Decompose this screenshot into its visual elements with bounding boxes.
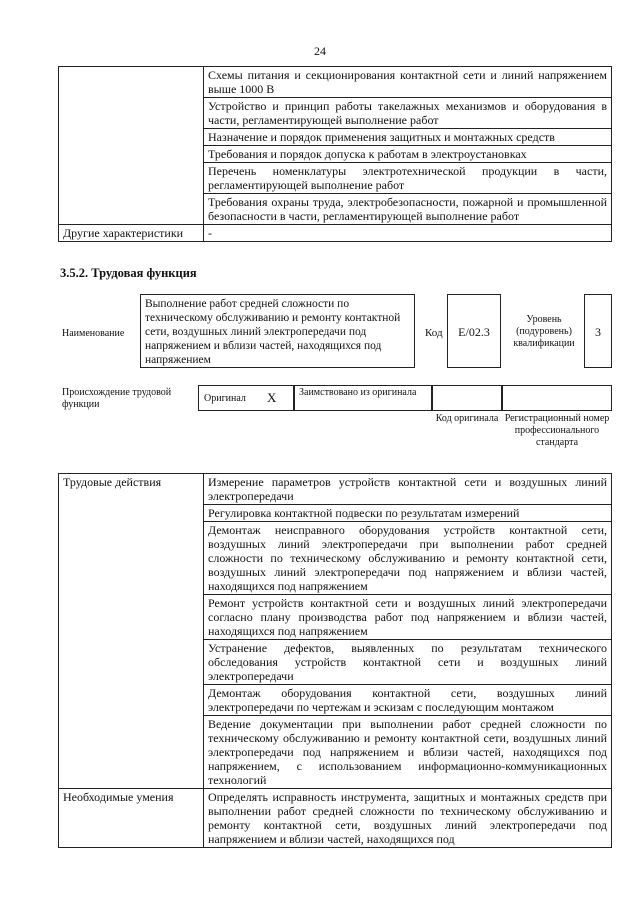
labor-action-item: Демонтаж оборудования контактной сети, воздушных линий электропередачи по чертежам и эскизам с последующим монтажом [204,685,612,716]
qualification-level-box: 3 [584,294,612,368]
knowledge-item: Устройство и принцип работы такелажных механизмов и оборудования в части, регламентирующей выполнение работ [204,98,612,129]
origin-label: Происхождение трудовой функции [62,387,172,410]
labor-action-item: Устранение дефектов, выявленных по результатам технического обследования устройств контактной сети и воздушных линий электропередачи [204,640,612,685]
borrowed-box: Заимствовано из оригинала [294,385,432,411]
code-original-label: Код оригинала [435,413,499,424]
page-number: 24 [314,44,326,58]
knowledge-item: Схемы питания и секционирования контактной сети и линий напряжением выше 1000 В [204,67,612,98]
code-value-box: E/02.3 [447,294,501,368]
other-characteristics-label: Другие характеристики [59,225,204,242]
knowledge-item: Перечень номенклатуры электротехнической продукции в части, регламентирующей выполнение работ [204,163,612,194]
labor-action-item: Ремонт устройств контактной сети и воздушных линий электропередачи согласно плану производства работ под напряжением и вблизи частей, находящихся под напряжением [204,595,612,640]
labor-action-item: Измерение параметров устройств контактной сети и воздушных линий электропередачи [204,474,612,505]
original-label: Оригинал [204,393,246,404]
original-box [198,385,294,411]
required-skill-item: Определять исправность инструмента, защитных и монтажных средств при выполнении работ средней сложности по техническому обслуживанию и ремонту контактной сети, воздушных линий электропередачи под напряжением и вблизи частей, находящихся под [204,789,612,848]
knowledge-table [58,66,612,242]
section-title: 3.5.2. Трудовая функция [60,266,197,280]
code-label: Код [425,327,443,339]
labor-action-item: Демонтаж неисправного оборудования устройств контактной сети, воздушных линий электропередачи при выполнении работ средней сложности по техническому обслуживанию и ремонту контактной сети, воздушных линий электропередачи под напряжением и вблизи частей, находящихся под напряжением [204,522,612,595]
reg-number-label: Регистрационный номер профессионального стандарта [504,413,610,448]
knowledge-label-cell [59,67,204,225]
labor-action-item: Регулировка контактной подвески по результатам измерений [204,505,612,522]
name-label: Наименование [62,328,125,339]
reg-number-box [502,385,612,411]
qualification-level-label: Уровень (подуровень) квалификации [513,314,575,349]
code-original-box [432,385,502,411]
required-skills-label: Необходимые умения [59,789,204,848]
function-name-box: Выполнение работ средней сложности по техническому обслуживанию и ремонту контактной сети, воздушных линий электропередачи под напряжением и вблизи частей, находящихся под напряжением [140,294,415,368]
original-mark: X [267,390,277,405]
labor-actions-label: Трудовые действия [59,474,204,789]
other-characteristics-value: - [204,225,612,242]
actions-table [58,473,612,848]
labor-action-item: Ведение документации при выполнении работ средней сложности по техническому обслуживанию и ремонту контактной сети, воздушных линий электропередачи под напряжением и вблизи частей, находящихся под напряжением, с использованием информационно-коммуникационных технологий [204,716,612,789]
knowledge-item: Требования охраны труда, электробезопасности, пожарной и промышленной безопасности в части, регламентирующей выполнение работ [204,194,612,225]
knowledge-item: Требования и порядок допуска к работам в электроустановках [204,146,612,163]
knowledge-item: Назначение и порядок применения защитных и монтажных средств [204,129,612,146]
